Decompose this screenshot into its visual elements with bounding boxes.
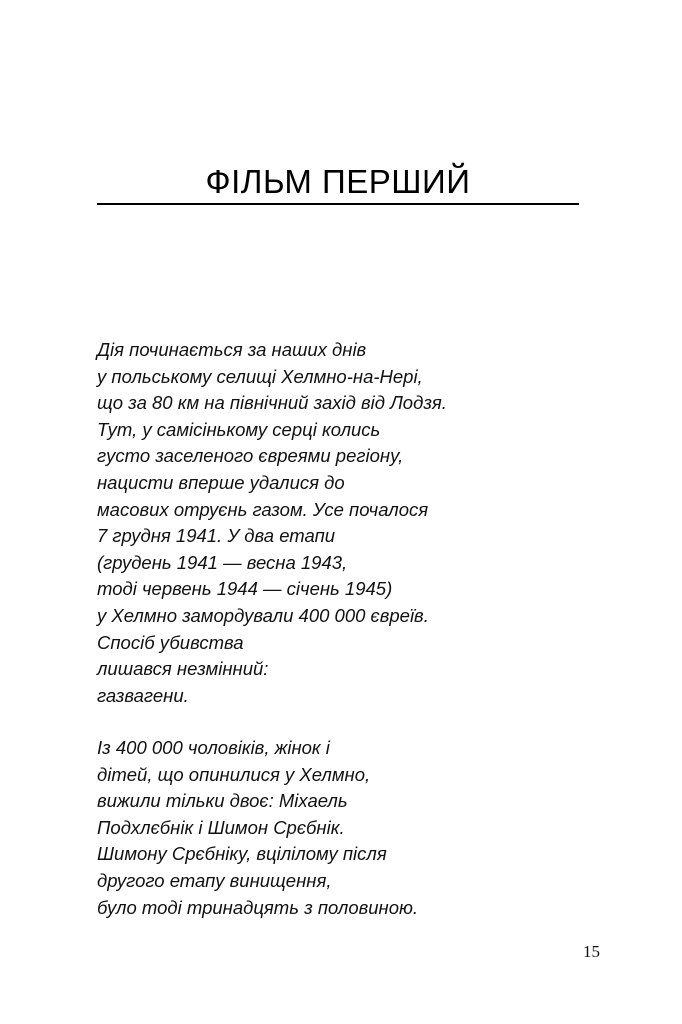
text-line: другого етапу винищення,: [97, 869, 332, 891]
text-line: вижили тільки двоє: Міхаель: [97, 790, 348, 812]
text-line: нацисти вперше удалися до: [97, 471, 345, 493]
text-line: (грудень 1941 — весна 1943,: [97, 551, 348, 573]
text-line: Подхлєбнік і Шимон Срєбнік.: [97, 816, 345, 838]
text-line: масових отруєнь газом. Усе почалося: [97, 498, 429, 520]
text-line: у Хелмно замордували 400 000 євреїв.: [97, 604, 429, 626]
page-number: 15: [583, 942, 600, 961]
title-rule: [97, 203, 579, 205]
text-line: у польському селищі Хелмно-на-Нері,: [97, 365, 423, 387]
text-line: густо заселеного євреями регіону,: [97, 445, 404, 467]
text-line: Шимону Срєбніку, вцілілому після: [97, 843, 387, 865]
text-line: дітей, що опинилися у Хелмно,: [97, 763, 371, 785]
stanza-1: [97, 337, 597, 709]
text-line: Із 400 000 чоловіків, жінок і: [97, 737, 330, 758]
text-line: газвагени.: [97, 684, 189, 706]
chapter-title: ФІЛЬМ ПЕРШИЙ: [205, 163, 471, 200]
stanza-2: [97, 735, 597, 921]
text-line: 7 грудня 1941. У два етапи: [97, 525, 336, 547]
text-line: було тоді тринадцять з половиною.: [97, 896, 419, 918]
text-line: лишався незмінний:: [97, 658, 269, 680]
text-line: Тут, у самісінькому серці колись: [97, 418, 381, 440]
text-line: тоді червень 1944 — січень 1945): [97, 578, 393, 600]
text-line: Спосіб убивства: [97, 631, 244, 653]
text-line: що за 80 км на північний захід від Лодзя.: [97, 392, 447, 414]
text-line: Дія починається за наших днів: [97, 339, 367, 360]
